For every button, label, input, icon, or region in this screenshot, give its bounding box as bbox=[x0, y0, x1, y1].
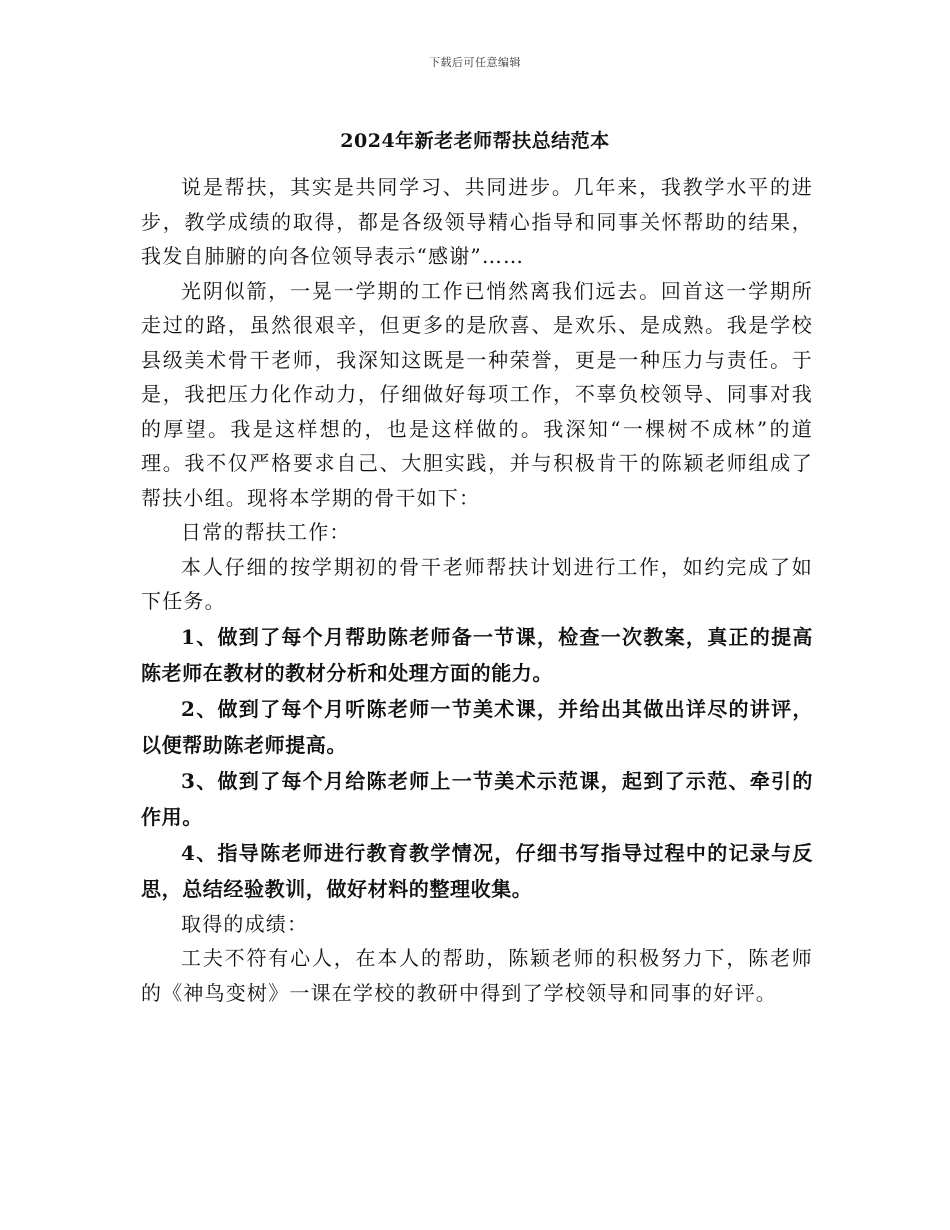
header-note: 下载后可任意编辑 bbox=[429, 56, 521, 69]
section-heading-daily-work: 日常的帮扶工作： bbox=[181, 520, 351, 544]
task-item-4: 4、指导陈老师进行教育教学情况，仔细书写指导过程中的记录与反思，总结经验教训，做好材料的整理收集。 bbox=[141, 840, 813, 901]
document-title: 2024年新老老师帮扶总结范本 bbox=[340, 130, 610, 152]
section-heading-achievements: 取得的成绩： bbox=[181, 911, 309, 936]
paragraph-plan: 本人仔细的按学期初的骨干老师帮扶计划进行工作，如约完成了如下任务。 bbox=[141, 554, 813, 613]
paragraph-achievement: 工夫不符有心人，在本人的帮助，陈颖老师的积极努力下，陈老师的《神鸟变树》一课在学校的教研中得到了学校领导和同事的好评。 bbox=[141, 946, 813, 1005]
task-item-1: 1、做到了每个月帮助陈老师备一节课，检查一次教案，真正的提高陈老师在教材的教材分析和处理方面的能力。 bbox=[141, 624, 813, 685]
task-item-3: 3、做到了每个月给陈老师上一节美术示范课，起到了示范、牵引的作用。 bbox=[141, 768, 813, 829]
paragraph-intro: 说是帮扶，其实是共同学习、共同进步。几年来，我教学水平的进步，教学成绩的取得，都是各级领导精心指导和同事关怀帮助的结果，我发自肺腑的向各位领导表示“感谢”…… bbox=[141, 175, 813, 268]
task-item-2: 2、做到了每个月听陈老师一节美术课，并给出其做出详尽的讲评，以便帮助陈老师提高。 bbox=[141, 696, 813, 757]
document-body bbox=[141, 170, 813, 1010]
paragraph-reflection: 光阴似箭，一晃一学期的工作已悄然离我们远去。回首这一学期所走过的路，虽然很艰辛，但更多的是欣喜、是欢乐、是成熟。我是学校县级美术骨干老师，我深知这既是一种荣誉，更是一种压力与责任。于是，我把压力化作动力，仔细做好每项工作，不辜负校领导、同事对我的厚望。我是这样想的，也是这样做的。我深知“一棵树不成林”的道理。我不仅严格要求自己、大胆实践，并与积极肯干的陈颖老师组成了帮扶小组。现将本学期的骨干如下： bbox=[141, 278, 813, 510]
